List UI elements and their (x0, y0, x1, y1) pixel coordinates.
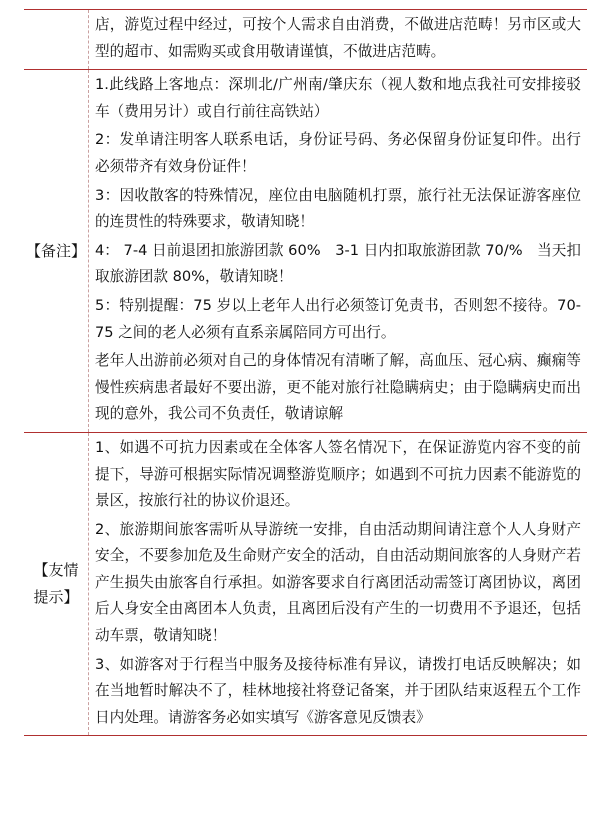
note-paragraph: 3：因收散客的特殊情况，座位由电脑随机打票，旅行社无法保证游客座位的连贯性的特殊要求，敬请知晓！ (95, 186, 581, 231)
tips-content (89, 433, 587, 736)
tips-label-line1: 【友情 (33, 561, 79, 580)
tip-paragraph: 3、如游客对于行程当中服务及接待标准有异议，请拨打电话反映解决；如在当地暂时解决不了，桂林地接社将登记备案，并于团队结束返程五个工作日内处理。请游客务必如实填写《游客意见反馈表》 (95, 655, 581, 726)
note-paragraph: 2：发单请注明客人联系电话，身份证号码、务必保留身份证复印件。出行必须带齐有效身份证件！ (95, 131, 581, 175)
note-paragraph: 老年人出游前必须对自己的身体情况有清晰了解，高血压、冠心病、癫痫等慢性疾病患者最好不要出游，更不能对旅行社隐瞒病史；由于隐瞒病史而出现的意外，我公司不负责任，敬请谅解 (95, 352, 581, 423)
tip-paragraph: 1、如遇不可抗力因素或在全体客人签名情况下，在保证游览内容不变的前提下，导游可根据实际情况调整游览顺序；如遇到不可抗力因素不能游览的景区，按旅行社的协议价退还。 (95, 438, 581, 510)
shopping-row (24, 9, 587, 69)
note-paragraph: 4： 7-4 日前退团扣旅游团款 60% 3-1 日内扣取旅游团款 70/% 当天扣取旅游团款 80%，敬请知晓！ (95, 241, 581, 286)
empty-label-cell (24, 10, 89, 69)
note-paragraph: 1.此线路上客地点：深圳北/广州南/肇庆东（视人数和地点我社可安排接驳车（费用另计）或自行前往高铁站） (95, 76, 581, 120)
tips-label (24, 433, 89, 736)
itinerary-notes-table (24, 9, 587, 736)
tips-row (24, 432, 587, 737)
shopping-text: 店，游览过程中经过，可按个人需求自由消费，不做进店范畴！另市区或大型的超市、如需购买或食用敬请谨慎，不做进店范畴。 (95, 16, 581, 60)
tip-paragraph: 2、旅游期间旅客需听从导游统一安排，自由活动期间请注意个人人身财产安全，不要参加危及生命财产安全的活动，自由活动期间旅客的人身财产若产生损失由旅客自行承担。如游客要求自行离团活动需签订离团协议，离团后人身安全由离团本人负责，且离团后没有产生的一切费用不予退还，包括动车票，敬请知晓！ (95, 520, 581, 645)
notes-label (24, 70, 89, 432)
notes-content (89, 70, 587, 432)
notes-row (24, 69, 587, 432)
shopping-content (89, 10, 587, 69)
tips-label-line2: 提示】 (33, 588, 79, 607)
notes-label-text: 【备注】 (25, 241, 86, 260)
note-paragraph: 5：特别提醒：75 岁以上老年人出行必须签订免责书，否则恕不接待。70-75 之间的老人必须有直系亲属陪同方可出行。 (95, 296, 581, 341)
